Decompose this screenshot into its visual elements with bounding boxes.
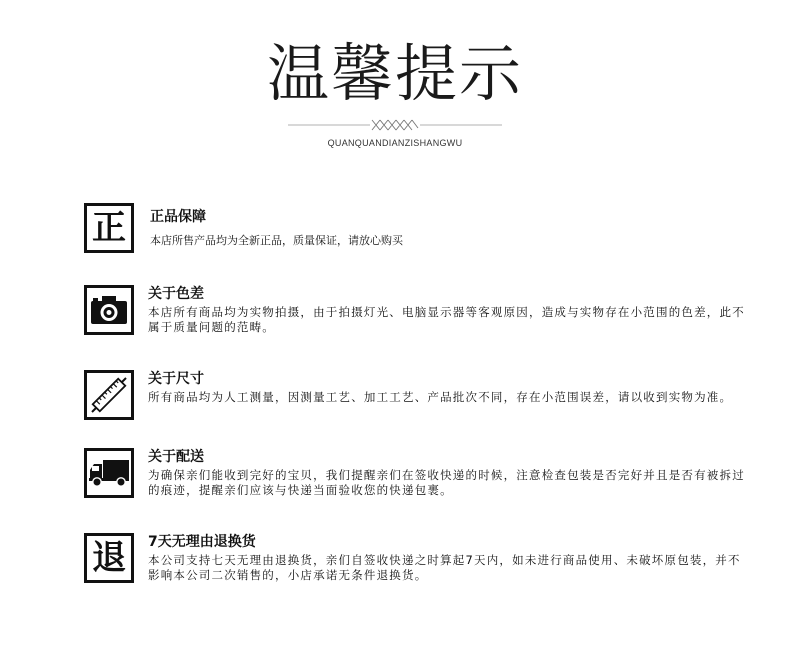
icon-glyph: 退 [92, 538, 126, 578]
notice-description: 本公司支持七天无理由退换货，亲们自签收快递之时算起7天内，如未进行商品使用、未破坏原包装，并不影响本公司二次销售的，小店承诺无条件退换货。 [148, 553, 741, 582]
notice-description: 所有商品均为人工测量，因测量工艺、加工工艺、产品批次不同，存在小范围误差，请以收到实物为准。 [148, 390, 733, 404]
notice-heading: 关于尺寸 [148, 371, 204, 387]
zheng-character-icon [84, 203, 134, 253]
notice-description: 本店所售产品均为全新正品，质量保证，请放心购买 [150, 234, 403, 247]
notice-description: 本店所有商品均为实物拍摄，由于拍摄灯光、电脑显示器等客观原因，造成与实物存在小范围的色差，此不属于质量问题的范畴。 [148, 305, 745, 334]
icon-glyph: 正 [92, 208, 126, 248]
ruler-icon [84, 370, 134, 420]
camera-icon [84, 285, 134, 335]
notice-heading: 关于配送 [148, 449, 204, 465]
notice-heading: 关于色差 [148, 286, 204, 302]
notice-heading: 7天无理由退换货 [148, 534, 256, 550]
notice-heading: 正品保障 [150, 209, 206, 225]
page-title: 温馨提示 [266, 37, 523, 110]
tui-character-icon [84, 533, 134, 583]
title-divider [288, 118, 502, 132]
notice-description: 为确保亲们能收到完好的宝贝，我们提醒亲们在签收快递的时候，注意检查包装是否完好并且是否有被拆过的痕迹，提醒亲们应该与快递当面验收您的快递包裹。 [148, 468, 745, 497]
delivery-truck-icon [84, 448, 134, 498]
page-subtitle: QUANQUANDIANZISHANGWU [327, 138, 463, 148]
